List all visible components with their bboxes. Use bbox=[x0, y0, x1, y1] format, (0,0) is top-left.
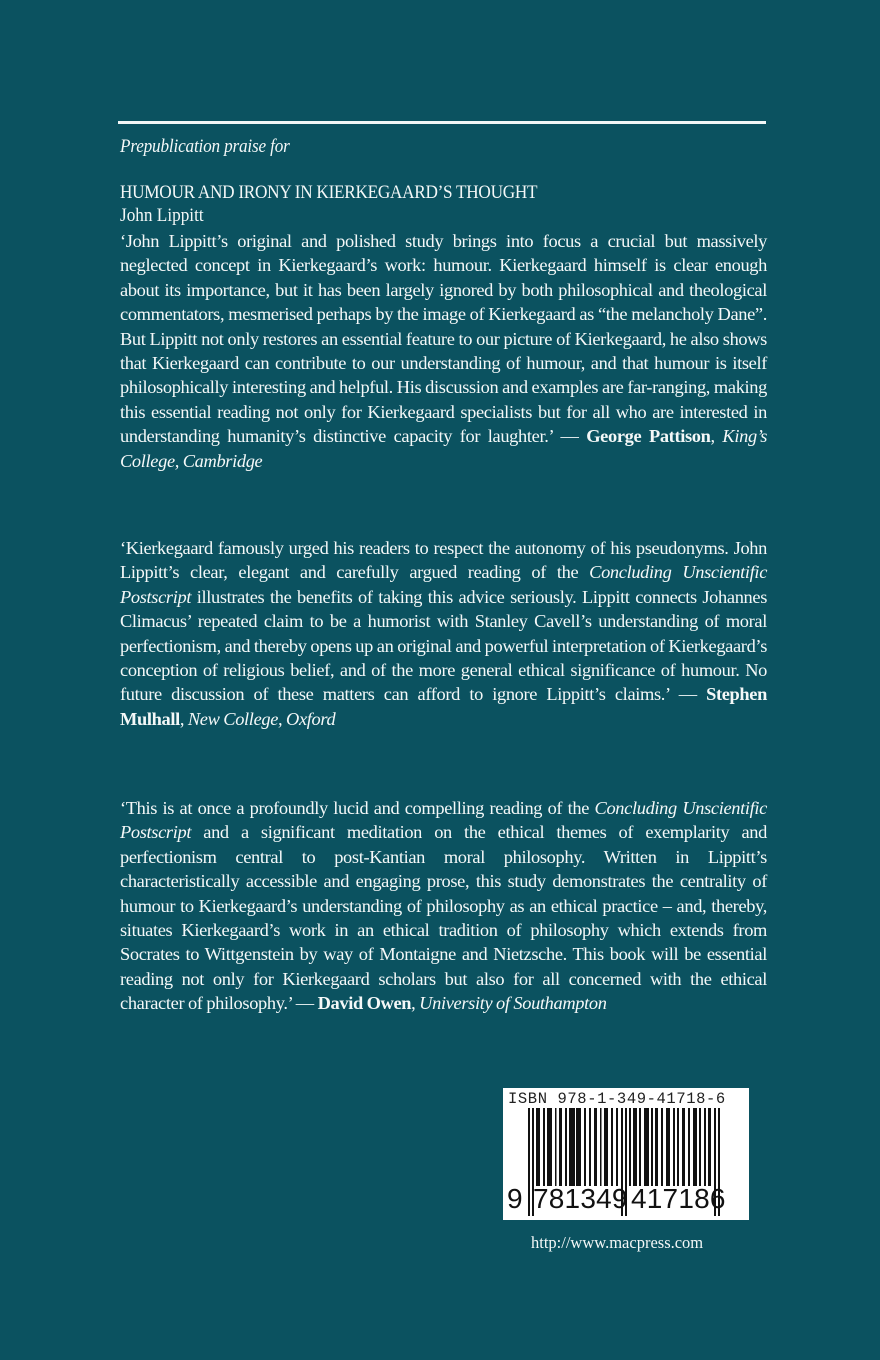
quote-separator: , bbox=[710, 426, 723, 447]
quote-affiliation: New College, Oxford bbox=[187, 708, 336, 729]
quote-book-title: Concluding Unscientific Postscript bbox=[120, 562, 768, 607]
quote-author: Stephen Mulhall bbox=[120, 684, 767, 729]
quote-text: and a significant meditation on the ethical themes of exemplarity and perfectionism central to post-Kantian moral philosophy. Written in Lippitt’s characteristically accessible and engaging prose, this study demonstrates the centrality of humour to Kierkegaard’s understanding of philosophy as an ethical practice – and, thereby, situates Kierkegaard’s work in an ethical tradition of philosophy which extends from Socrates to Wittgenstein by way of Montaigne and Nietzsche. This book will be essential reading not only for Kierkegaard scholars but also for all concerned with the ethical character of philosophy.’ — bbox=[120, 822, 767, 1014]
quote-text: ‘This is at once a profoundly lucid and compelling reading of the bbox=[120, 798, 595, 818]
praise-quote-mulhall bbox=[120, 536, 767, 731]
ean-left-digits: 781349 bbox=[533, 1183, 628, 1214]
quote-affiliation: King’s College, Cambridge bbox=[120, 426, 767, 471]
publisher-url[interactable]: http://www.macpress.com bbox=[531, 1233, 704, 1252]
book-author: John Lippitt bbox=[120, 206, 204, 226]
ean-right-digits: 417186 bbox=[631, 1183, 726, 1214]
isbn-barcode bbox=[503, 1088, 749, 1220]
praise-quote-pattison bbox=[120, 229, 767, 473]
quote-separator: , bbox=[411, 993, 420, 1014]
quote-affiliation: University of Southampton bbox=[419, 993, 607, 1014]
ean-first-digit: 9 bbox=[507, 1183, 523, 1214]
quote-text: ‘John Lippitt’s original and polished study brings into focus a crucial but massively neglected concept in Kierkegaard’s work: humour. Kierkegaard himself is clear enough about its importance, but it has been largely ignored by both philosophical and theological commentators, mesmerised perhaps by the image of Kierkegaard as “the melancholy Dane”. But Lippitt not only restores an essential feature to our picture of Kierkegaard, he also shows that Kierkegaard can contribute to our understanding of humour, and that humour is itself philosophically interesting and helpful. His discussion and examples are far-ranging, making this essential reading not only for Kierkegaard specialists but for all who are interested in understanding humanity’s distinctive capacity for laughter.’ — bbox=[120, 231, 767, 447]
quote-text: illustrates the benefits of taking this advice seriously. Lippitt connects Johannes Climacus’ repeated claim to be a humorist with Stanley Cavell’s understanding of moral perfectionism, and thereby opens up an original and powerful interpretation of Kierkegaard’s conception of religious belief, and of the more general ethical significance of humour. No future discussion of these matters can afford to ignore Lippitt’s claims.’ — bbox=[120, 586, 767, 705]
quote-author: David Owen bbox=[317, 993, 412, 1014]
quote-author: George Pattison bbox=[586, 426, 711, 447]
quote-book-title: Concluding Unscientific Postscript bbox=[120, 798, 767, 843]
praise-quote-owen bbox=[120, 796, 767, 1016]
quote-text: ‘Kierkegaard famously urged his readers to respect the autonomy of his pseudonyms. John Lippitt’s clear, elegant and carefully argued reading of the bbox=[120, 538, 767, 583]
isbn-label: ISBN 978-1-349-41718-6 bbox=[508, 1090, 726, 1108]
top-rule bbox=[118, 121, 766, 124]
book-title: HUMOUR AND IRONY IN KIERKEGAARD’S THOUGHT bbox=[120, 183, 538, 203]
quote-separator: , bbox=[179, 708, 188, 729]
praise-intro: Prepublication praise for bbox=[120, 137, 290, 157]
